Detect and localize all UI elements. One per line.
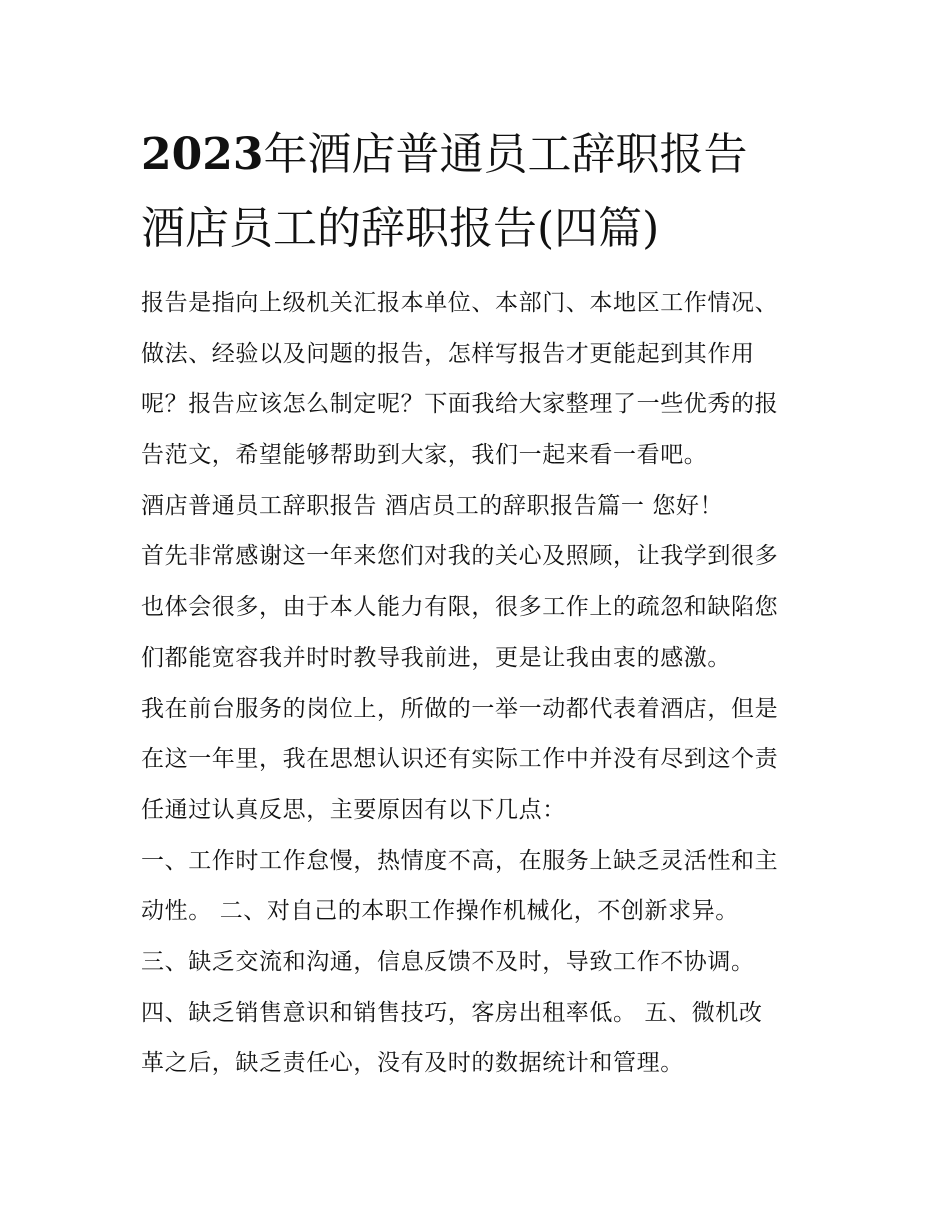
body-line: 酒店普通员工辞职报告 酒店员工的辞职报告篇一 您好！ (141, 492, 724, 519)
body-line: 首先非常感谢这一年来您们对我的关心及照顾，让我学到很多 (141, 543, 779, 570)
body-line: 一、工作时工作怠慢，热情度不高，在服务上缺乏灵活性和主 (141, 847, 779, 874)
body-line: 做法、经验以及问题的报告，怎样写报告才更能起到其作用 (141, 340, 755, 367)
document-title (141, 118, 817, 266)
body-line: 四、缺乏销售意识和销售技巧，客房出租率低。 五、微机改 (141, 999, 763, 1026)
title-year: 2023 (141, 129, 264, 180)
document-page (141, 118, 817, 1089)
title-line-1: 2023年酒店普通员工辞职报告 (141, 129, 748, 180)
title-line-2: 酒店员工的辞职报告(四篇) (141, 203, 660, 254)
body-line: 任通过认真反思，主要原因有以下几点： (141, 796, 566, 823)
document-body (141, 278, 817, 1089)
body-line: 告范文，希望能够帮助到大家，我们一起来看一看吧。 (141, 442, 708, 469)
body-line: 呢？报告应该怎么制定呢？下面我给大家整理了一些优秀的报 (141, 391, 779, 418)
body-line: 我在前台服务的岗位上，所做的一举一动都代表着酒店，但是 (141, 695, 779, 722)
body-line: 革之后，缺乏责任心，没有及时的数据统计和管理。 (141, 1050, 684, 1077)
body-line: 们都能宽容我并时时教导我前进，更是让我由衷的感激。 (141, 644, 731, 671)
body-line: 动性。 二、对自己的本职工作操作机械化，不创新求异。 (141, 898, 739, 925)
body-line: 三、缺乏交流和沟通，信息反馈不及时，导致工作不协调。 (141, 948, 755, 975)
body-line: 报告是指向上级机关汇报本单位、本部门、本地区工作情况、 (141, 290, 779, 316)
body-line: 也体会很多，由于本人能力有限，很多工作上的疏忽和缺陷您 (141, 594, 779, 621)
body-line: 在这一年里，我在思想认识还有实际工作中并没有尽到这个责 (141, 746, 779, 773)
